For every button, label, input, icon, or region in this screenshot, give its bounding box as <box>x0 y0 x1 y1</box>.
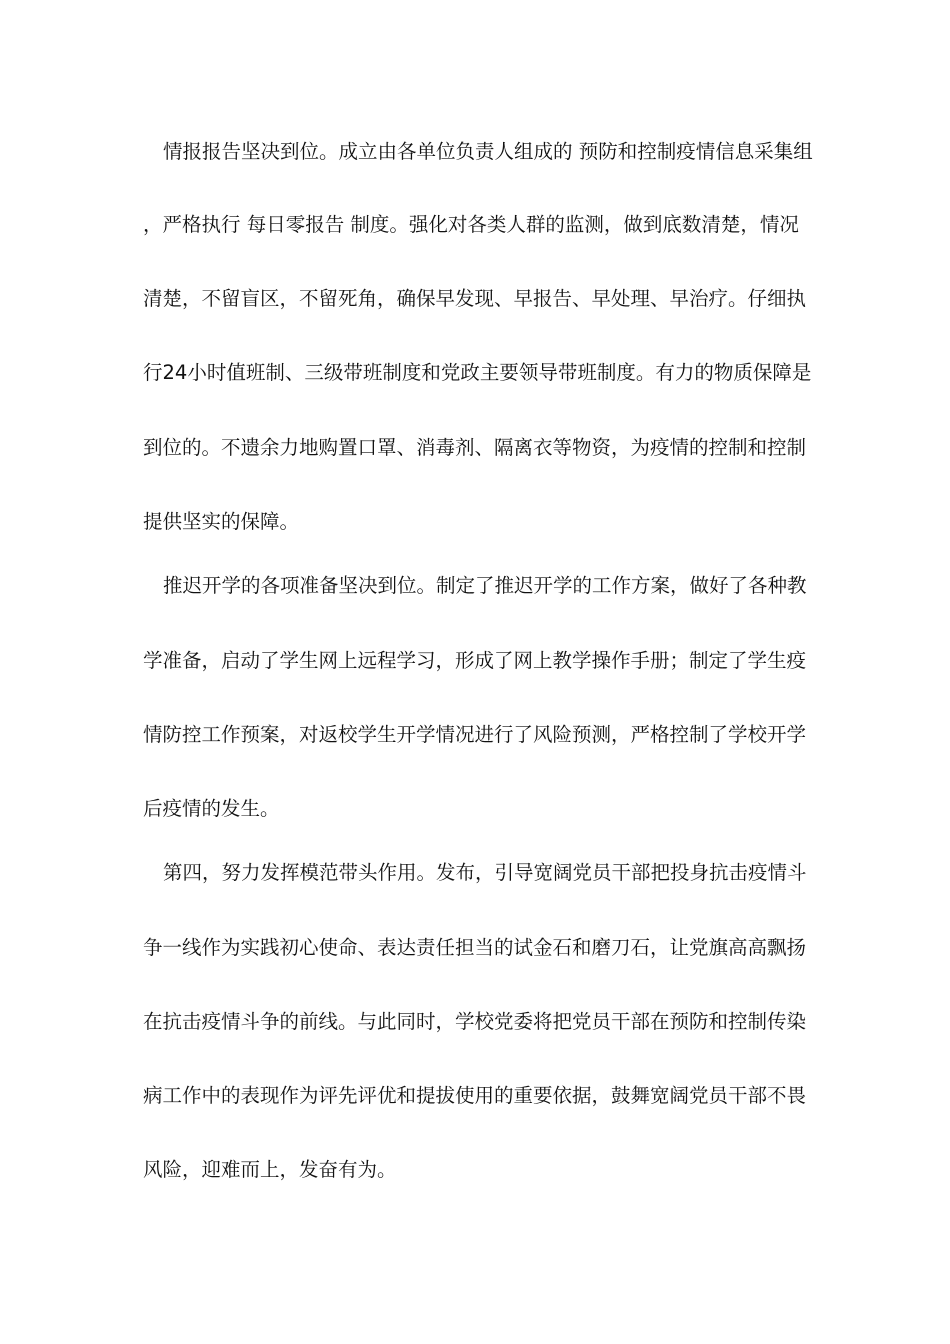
paragraph-2-line-3: 情防控工作预案，对返校学生开学情况进行了风险预测，严格控制了学校开学 <box>143 723 807 746</box>
paragraph-1-line-4: 行24小时值班制、三级带班制度和党政主要领导带班制度。有力的物质保障是 <box>143 361 812 384</box>
paragraph-3-line-3: 在抗击疫情斗争的前线。与此同时，学校党委将把党员干部在预防和控制传染 <box>143 1010 807 1033</box>
paragraph-1-line-6: 提供坚实的保障。 <box>143 510 300 533</box>
paragraph-3-line-4: 病工作中的表现作为评先评优和提拔使用的重要依据，鼓舞宽阔党员干部不畏 <box>143 1084 807 1107</box>
paragraph-3-line-1: 第四，努力发挥模范带头作用。发布，引导宽阔党员干部把投身抗击疫情斗 <box>163 861 807 884</box>
paragraph-2-line-4: 后疫情的发生。 <box>143 797 280 820</box>
paragraph-1-line-3: 清楚，不留盲区，不留死角，确保早发现、早报告、早处理、早治疗。仔细执 <box>143 287 807 310</box>
paragraph-1-line-2: ，严格执行 每日零报告 制度。强化对各类人群的监测，做到底数清楚，情况 <box>143 213 799 236</box>
paragraph-3-line-2: 争一线作为实践初心使命、表达责任担当的试金石和磨刀石，让党旗高高飘扬 <box>143 936 807 959</box>
paragraph-1-line-5: 到位的。不遗余力地购置口罩、消毒剂、隔离衣等物资，为疫情的控制和控制 <box>143 436 807 459</box>
paragraph-2-line-2: 学准备，启动了学生网上远程学习，形成了网上教学操作手册；制定了学生疫 <box>143 649 807 672</box>
paragraph-3-line-5: 风险，迎难而上，发奋有为。 <box>143 1158 397 1181</box>
paragraph-2-line-1: 推迟开学的各项准备坚决到位。制定了推迟开学的工作方案，做好了各种教 <box>163 574 807 597</box>
paragraph-1-line-1: 情报报告坚决到位。成立由各单位负责人组成的 预防和控制疫情信息采集组 <box>163 140 813 163</box>
